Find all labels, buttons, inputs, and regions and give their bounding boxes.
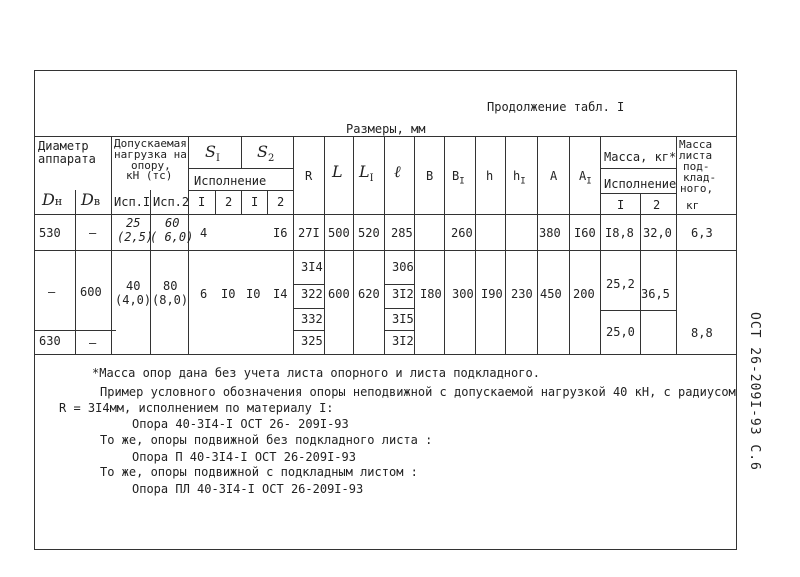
r2-h1: 230 xyxy=(511,287,533,301)
header-L1: $L_I$ xyxy=(359,162,374,185)
r2-mass1-b: 25,0 xyxy=(606,325,635,339)
r2-dv: 600 xyxy=(80,285,102,299)
header-n3: I xyxy=(251,195,259,209)
r2-s2-1: I0 xyxy=(246,287,261,301)
continuation-label: Продолжение табл. I xyxy=(487,100,625,114)
header-plate-2: листа xyxy=(679,149,713,162)
example-line-2: R = 3I4мм, исполнением по материалу I: xyxy=(59,401,334,415)
header-dn: Dн xyxy=(42,190,63,209)
header-L: L xyxy=(332,162,343,181)
r2-isp2-kn: 80 xyxy=(163,279,178,293)
r2-mass2: 36,5 xyxy=(641,287,670,301)
r1-l: 285 xyxy=(391,226,413,240)
r1-isp1-kn: 25 xyxy=(126,216,141,230)
r1-s1-1: 4 xyxy=(200,226,208,240)
header-n2: 2 xyxy=(225,195,233,209)
header-n4: 2 xyxy=(277,195,285,209)
r2-B: I80 xyxy=(420,287,442,301)
r3-dn: 630 xyxy=(39,334,61,348)
r2-L1: 620 xyxy=(358,287,380,301)
r2-l-a: 306 xyxy=(392,260,414,274)
header-plate-5: ного, xyxy=(680,182,714,195)
header-mass: Масса, кг* xyxy=(604,150,677,164)
header-plate-6: кг xyxy=(686,199,700,212)
r1-isp1-tc: (2,5) xyxy=(117,230,154,244)
r2-A: 450 xyxy=(540,287,562,301)
header-load-4: кН (тс) xyxy=(126,169,173,182)
r2-h: I90 xyxy=(481,287,503,301)
header-h1: $h_I$ xyxy=(513,169,526,187)
header-B: B xyxy=(426,169,434,183)
r2-L: 600 xyxy=(328,287,350,301)
r2-A1: 200 xyxy=(573,287,595,301)
r2-isp1-kn: 40 xyxy=(126,279,141,293)
r2-R-a: 3I4 xyxy=(301,260,323,274)
header-n1: I xyxy=(198,195,206,209)
header-l: ℓ xyxy=(394,162,401,181)
header-mass-execution: Исполнение xyxy=(604,177,677,191)
r2-l-b: 3I2 xyxy=(392,287,414,301)
side-stamp: ОСТ 26-209I-93 С.6 xyxy=(747,312,762,471)
r1-R: 27I xyxy=(298,226,320,240)
r1-plate: 6,3 xyxy=(691,226,713,240)
dimensions-caption: Размеры, мм xyxy=(346,122,426,136)
r1-L: 500 xyxy=(328,226,350,240)
r2-isp1-tc: (4,0) xyxy=(115,293,152,307)
r1-dn: 530 xyxy=(39,226,61,240)
r2-R-c: 332 xyxy=(301,312,323,326)
header-dv: Dв xyxy=(81,190,101,209)
header-isp1: Исп.I xyxy=(114,195,151,209)
r2-s1-1: 6 xyxy=(200,287,208,301)
r2-s1-2: I0 xyxy=(221,287,236,301)
r1-A1: I60 xyxy=(574,226,596,240)
r2-l-c: 3I5 xyxy=(392,312,414,326)
r2-plate: 8,8 xyxy=(691,326,713,340)
r2-l-d: 3I2 xyxy=(392,334,414,348)
header-A1: $A_I$ xyxy=(579,169,592,187)
header-load-1: Допускаемая xyxy=(114,137,187,150)
example-line-1: Пример условного обозначения опоры неподвижной с допускаемой нагрузкой 40 кН, с радиусом xyxy=(100,385,736,399)
header-load-3: опору, xyxy=(131,159,171,172)
r1-s2-2: I6 xyxy=(273,226,288,240)
designation-2: Опора П 40-3I4-I ОСТ 26-209I-93 xyxy=(132,450,356,464)
header-s1: $S_I$ xyxy=(205,142,220,165)
header-A: A xyxy=(550,169,558,183)
header-R: R xyxy=(305,169,313,183)
r2-s2-2: I4 xyxy=(273,287,288,301)
r2-isp2-tc: (8,0) xyxy=(152,293,189,307)
header-diameter-1: Диаметр xyxy=(38,139,89,153)
r1-isp2-tc: ( 6,0) xyxy=(150,230,194,244)
header-B1: $B_I$ xyxy=(452,169,465,187)
r1-isp2-kn: 60 xyxy=(165,216,180,230)
r2-mass1-a: 25,2 xyxy=(606,277,635,291)
r1-A: 380 xyxy=(539,226,561,240)
r3-dv: – xyxy=(89,336,97,350)
designation-3: Опора ПЛ 40-3I4-I ОСТ 26-209I-93 xyxy=(132,482,364,496)
r1-dv: – xyxy=(89,226,97,240)
footnote: *Масса опор дана без учета листа опорного и листа подкладного. xyxy=(92,366,540,380)
r1-B1: 260 xyxy=(451,226,473,240)
r1-L1: 520 xyxy=(358,226,380,240)
header-s2: $S_2$ xyxy=(257,142,275,165)
same-line-2: То же, опоры подвижной с подкладным листом : xyxy=(100,465,418,479)
designation-1: Опора 40-3I4-I ОСТ 26- 209I-93 xyxy=(132,417,349,431)
r1-mass2: 32,0 xyxy=(643,226,672,240)
header-plate-1: Масса xyxy=(679,138,713,151)
r2-R-b: 322 xyxy=(301,287,323,301)
r2-dn: – xyxy=(48,285,56,299)
header-load-2: нагрузка на xyxy=(114,148,187,161)
r2-B1: 300 xyxy=(452,287,474,301)
header-m2: 2 xyxy=(653,198,661,212)
header-plate-3: под- xyxy=(683,160,710,173)
same-line-1: То же, опоры подвижной без подкладного листа : xyxy=(100,433,433,447)
header-plate-4: клад- xyxy=(683,171,717,184)
r1-mass1: I8,8 xyxy=(605,226,634,240)
header-execution: Исполнение xyxy=(194,174,267,188)
header-isp2: Исп.2 xyxy=(153,195,190,209)
r2-R-d: 325 xyxy=(301,334,323,348)
header-h: h xyxy=(486,169,494,183)
header-diameter-2: аппарата xyxy=(38,152,96,166)
header-m1: I xyxy=(617,198,625,212)
